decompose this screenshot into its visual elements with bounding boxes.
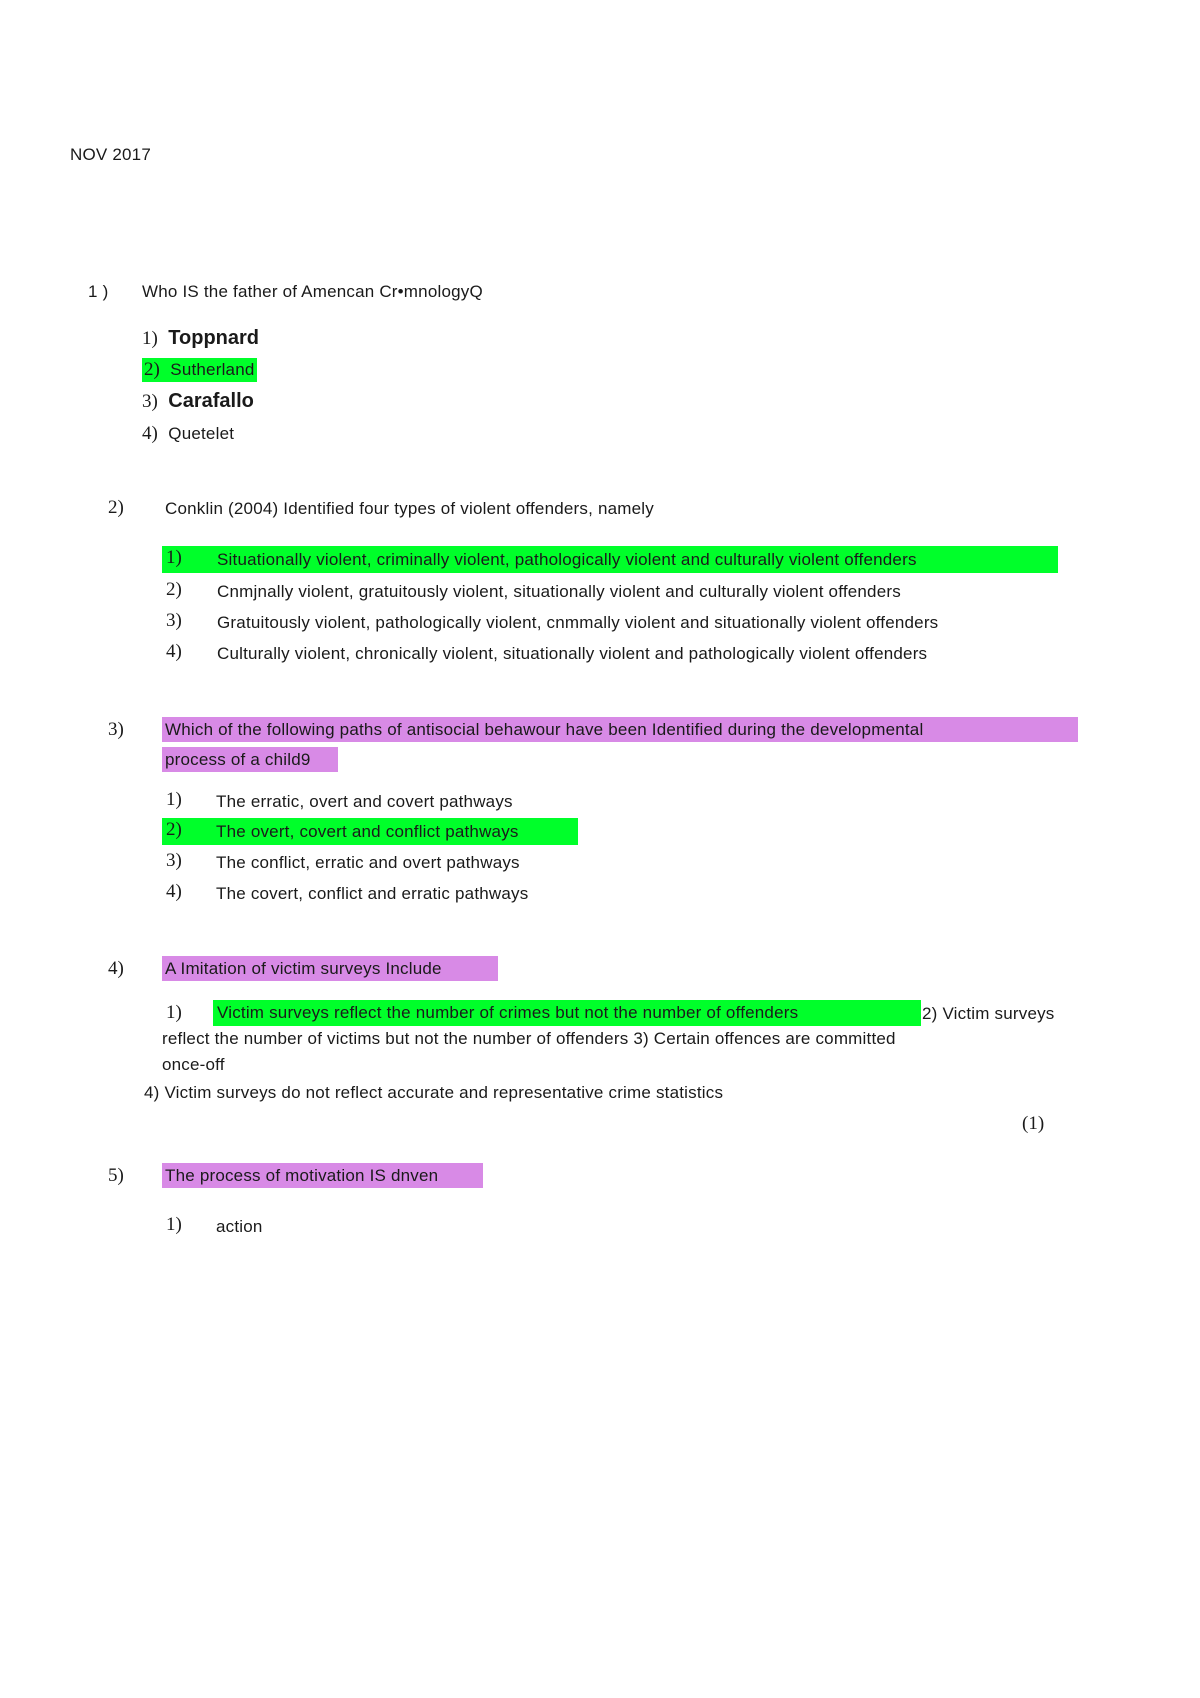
page-date: NOV 2017	[70, 145, 151, 164]
option-1-text: action	[216, 1217, 263, 1236]
option-text: Quetelet	[168, 424, 235, 443]
option-1-number: 1)	[166, 1214, 182, 1235]
option-4	[142, 423, 234, 445]
option-1-correct-text: Victim surveys reflect the number of crimes but not the number of offenders	[213, 1000, 921, 1026]
option-4-text: Culturally violent, chronically violent, situationally violent and pathologically violent offenders	[217, 644, 928, 663]
question-text: The process of motivation IS dnven	[162, 1163, 483, 1188]
question-text-line-1: Which of the following paths of antisocial behawour have been Identified during the developmental	[162, 717, 1078, 742]
option-1-number: 1)	[166, 1002, 182, 1023]
option-2-text: Cnmjnally violent, gratuitously violent, situationally violent and culturally violent offenders	[217, 582, 901, 601]
option-1-number: 1)	[166, 789, 182, 810]
question-number: 5)	[108, 1165, 124, 1186]
option-text: Carafallo	[168, 390, 254, 412]
option-3-text: The conflict, erratic and overt pathways	[216, 853, 520, 872]
option-text: Situationally violent, criminally violent, pathologically violent and culturally violent offenders	[217, 550, 917, 569]
mark-allocation: (1)	[1022, 1113, 1045, 1134]
option-3-text: Gratuitously violent, pathologically violent, cnmmally violent and situationally violent offenders	[217, 613, 939, 632]
option-4-text: The covert, conflict and erratic pathways	[216, 884, 529, 903]
option-3-number: 3)	[166, 610, 182, 631]
option-number: 1)	[166, 547, 182, 568]
option-1-correct	[162, 546, 1058, 573]
option-number: 2)	[166, 819, 182, 840]
question-text-line-2: process of a child9	[162, 747, 338, 772]
option-4-text: 4) Victim surveys do not reflect accurate and representative crime statistics	[144, 1083, 724, 1102]
option-1-text: The erratic, overt and covert pathways	[216, 792, 513, 811]
question-text: A Imitation of victim surveys Include	[162, 956, 498, 981]
option-number: 1)	[142, 328, 158, 349]
option-4-number: 4)	[166, 881, 182, 902]
option-4-number: 4)	[166, 641, 182, 662]
option-2-number: 2)	[166, 579, 182, 600]
question-text: Who IS the father of Amencan Cr•mnologyQ	[142, 282, 483, 301]
question-number: 1 )	[88, 282, 109, 301]
option-3-continued: once-off	[162, 1055, 225, 1074]
question-text: Conklin (2004) Identified four types of violent offenders, namely	[165, 499, 654, 518]
option-2-correct	[142, 358, 257, 382]
option-number: 4)	[142, 423, 158, 444]
question-number: 3)	[108, 719, 124, 740]
option-text: Toppnard	[168, 327, 260, 349]
option-text: The overt, covert and conflict pathways	[216, 822, 519, 841]
option-number: 3)	[142, 391, 158, 412]
option-2-continued: reflect the number of victims but not the number of offenders 3) Certain offences are committed	[162, 1029, 896, 1048]
question-number: 2)	[108, 497, 124, 518]
question-number: 4)	[108, 958, 124, 979]
option-2-correct	[162, 818, 578, 845]
option-3-number: 3)	[166, 850, 182, 871]
option-number: 2)	[144, 359, 160, 380]
option-1	[142, 327, 259, 350]
option-2-inline: 2) Victim surveys	[922, 1004, 1055, 1023]
option-text: Sutherland	[170, 360, 255, 379]
option-3	[142, 390, 254, 413]
